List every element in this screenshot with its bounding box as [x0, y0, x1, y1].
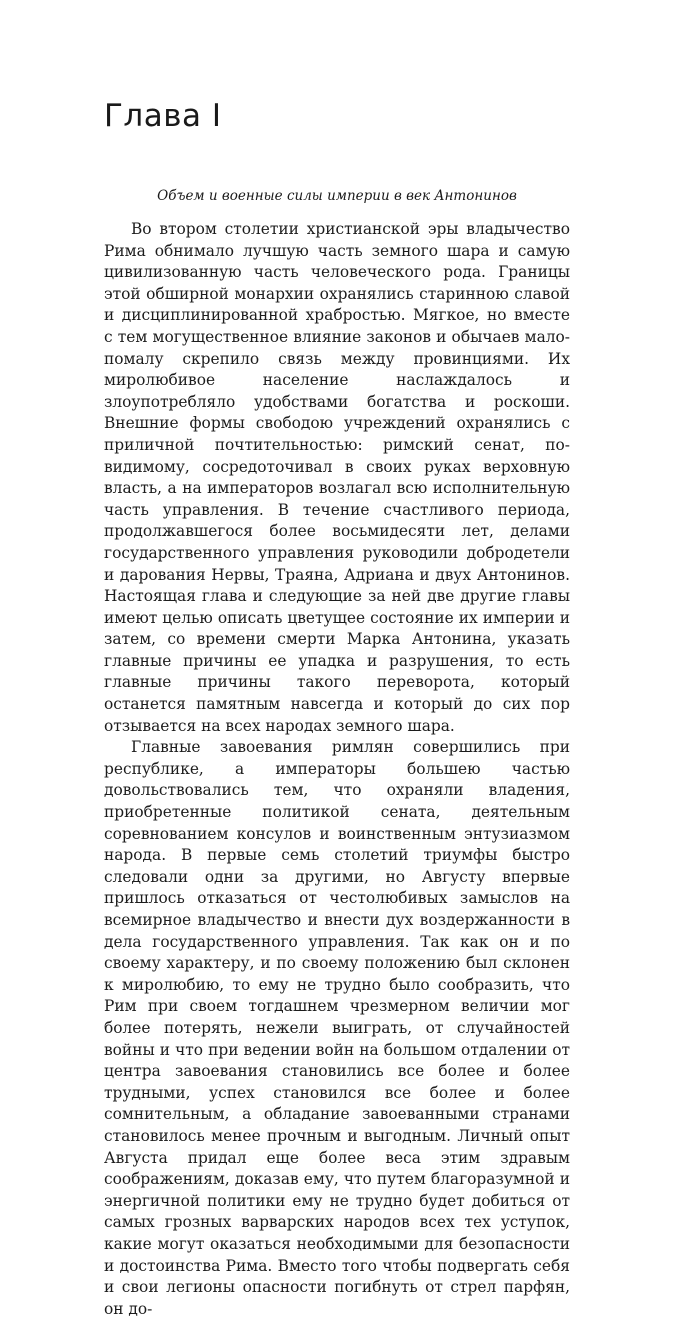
- paragraph: Главные завоевания римлян совершились при республике, а императоры большею частью довольствовались тем, что охраняли владения, приобретенные политикой сената, деятельным соревнованием консулов и воинственным энтузиазмом народа. В первые семь столетий триумфы быстро следовали одни за другими, но Августу впервые пришлось отказаться от честолюбивых замыслов на всемирное владычество и внести дух воздержанности в дела государственного управления. Так как он и по своему характеру, и по своему положению был склонен к миролюбию, то ему не трудно было сообразить, что Рим при своем тогдашнем чрезмерном величии мог более потерять, нежели выиграть, от случайностей войны и что при ведении войн на большом отдалении от центра завоевания становились все более и более трудными, успех становился все более и более сомнительным, а обладание завоеванными странами становилось менее прочным и выгодным. Личный опыт Августа придал еще более веса этим здравым соображениям, доказав ему, что путем благоразумной и энергичной политики ему не трудно будет добиться от самых грозных варварских народов всех тех уступок, какие могут оказаться необходимыми для безопасности и достоинства Рима. Вместо того чтобы подвергать себя и свои легионы опасности погибнуть от стрел парфян, он до-: [104, 738, 570, 1318]
- chapter-title: Глава I: [104, 98, 222, 134]
- section-subtitle: Объем и военные силы империи в век Антонинов: [157, 188, 517, 204]
- body-text: [104, 219, 570, 1320]
- paragraph: Во втором столетии христианской эры владычество Рима обнимало лучшую часть земного шара и самую цивилизованную часть человеческого рода. Границы этой обширной монархии охранялись старинною славой и дисциплинированной храбростью. Мягкое, но вместе с тем могущественное влияние законов и обычаев мало-помалу скрепило связь между провинциями. Их миролюбивое население наслаждалось и злоупотребляло удобствами богатства и роскоши. Внешние формы свободою учреждений охранялись с приличной почтительностью: римский сенат, по-видимому, сосредоточивал в своих руках верховную власть, а на императоров возлагал всю исполнительную часть управления. В течение счастливого периода, продолжавшегося более восьмидесяти лет, делами государственного управления руководили добродетели и дарования Нервы, Траяна, Адриана и двух Антонинов. Настоящая глава и следующие за ней две другие главы имеют целью описать цветущее состояние их империи и затем, со времени смерти Марка Антонина, указать главные причины ее упадка и разрушения, то есть главные причины такого переворота, который останется памятным навсегда и который до сих пор отзывается на всех народах земного шара.: [104, 220, 570, 735]
